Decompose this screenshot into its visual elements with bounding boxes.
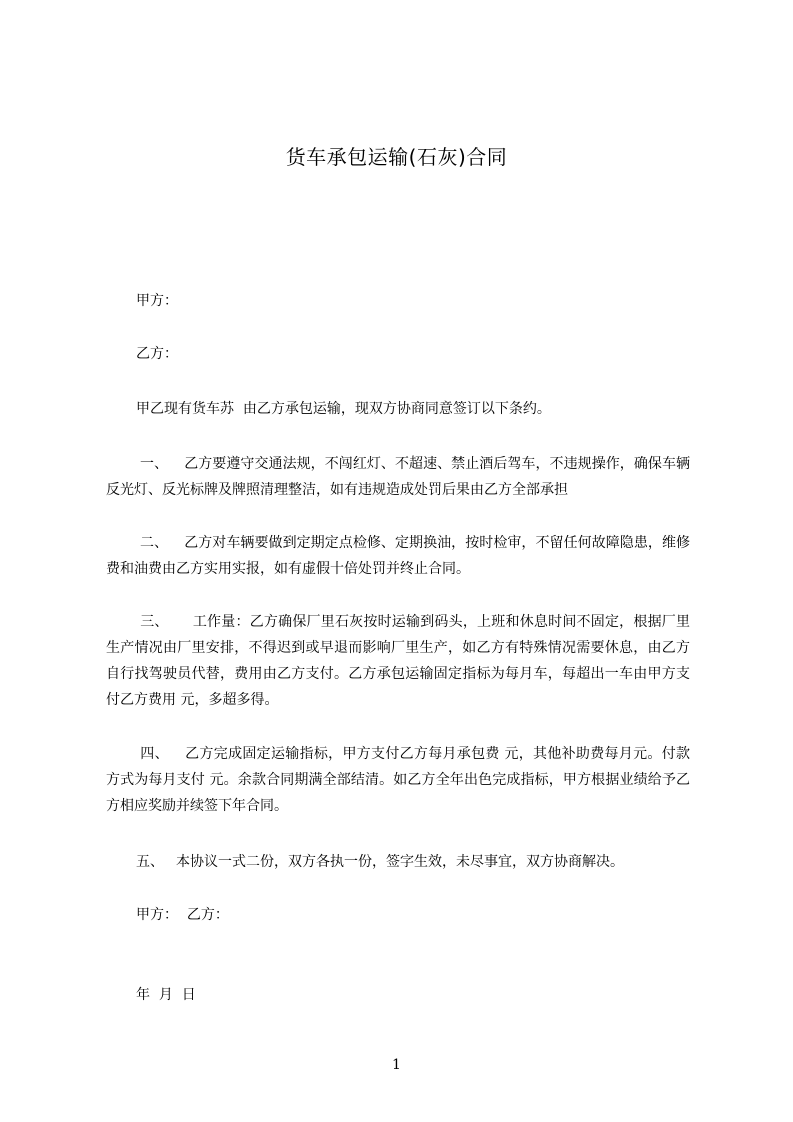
clause-3: [106, 609, 690, 713]
party-a-label: 甲方：: [136, 293, 178, 309]
date-line: 年 月 日: [136, 987, 196, 1003]
party-b-label: 乙方：: [136, 346, 178, 362]
intro-paragraph: 甲乙现有货车苏 由乙方承包运输，现双方协商同意签订以下条约。: [136, 401, 551, 417]
clause-2: [106, 530, 690, 582]
clause-4: [106, 741, 690, 819]
clause-4-number: 四、: [140, 746, 169, 762]
clause-5: [106, 849, 690, 875]
page-number: 1: [392, 1057, 401, 1073]
clause-4-text: 乙方完成固定运输指标，甲方支付乙方每月承包费 元，其他补助费每月元。付款方式为每月支付 元。余款合同期满全部结清。如乙方全年出色完成指标，甲方根据业绩给予乙方相应奖励并续签下年合同。: [106, 746, 690, 814]
clause-1-number: 一、: [140, 456, 169, 472]
clause-5-text: 本协议一式二份，双方各执一份，签字生效，未尽事宜，双方协商解决。: [176, 854, 624, 870]
clause-2-number: 二、: [140, 535, 169, 551]
clause-3-text: 工作量：乙方确保厂里石灰按时运输到码头，上班和休息时间不固定，根据厂里生产情况由厂里安排，不得迟到或早退而影响厂里生产，如乙方有特殊情况需要休息，由乙方自行找驾驶员代替，费用由乙方支付。乙方承包运输固定指标为每月车，每超出一车由甲方支付乙方费用 元，多超多得。: [106, 614, 691, 708]
clause-1: [106, 451, 690, 503]
clause-1-text: 乙方要遵守交通法规，不闯红灯、不超速、禁止酒后驾车，不违规操作，确保车辆反光灯、反光标牌及牌照清理整洁，如有违规造成处罚后果由乙方全部承担: [106, 456, 691, 498]
document-title: 货车承包运输(石灰)合同: [285, 145, 508, 169]
clause-3-number: 三、: [140, 614, 169, 630]
clause-2-text: 乙方对车辆要做到定期定点检修、定期换油，按时检审，不留任何故障隐患，维修费和油费由乙方实用实报，如有虚假十倍处罚并终止合同。: [106, 535, 691, 577]
signature-line: 甲方： 乙方：: [136, 907, 229, 923]
clause-5-number: 五、: [136, 854, 164, 870]
